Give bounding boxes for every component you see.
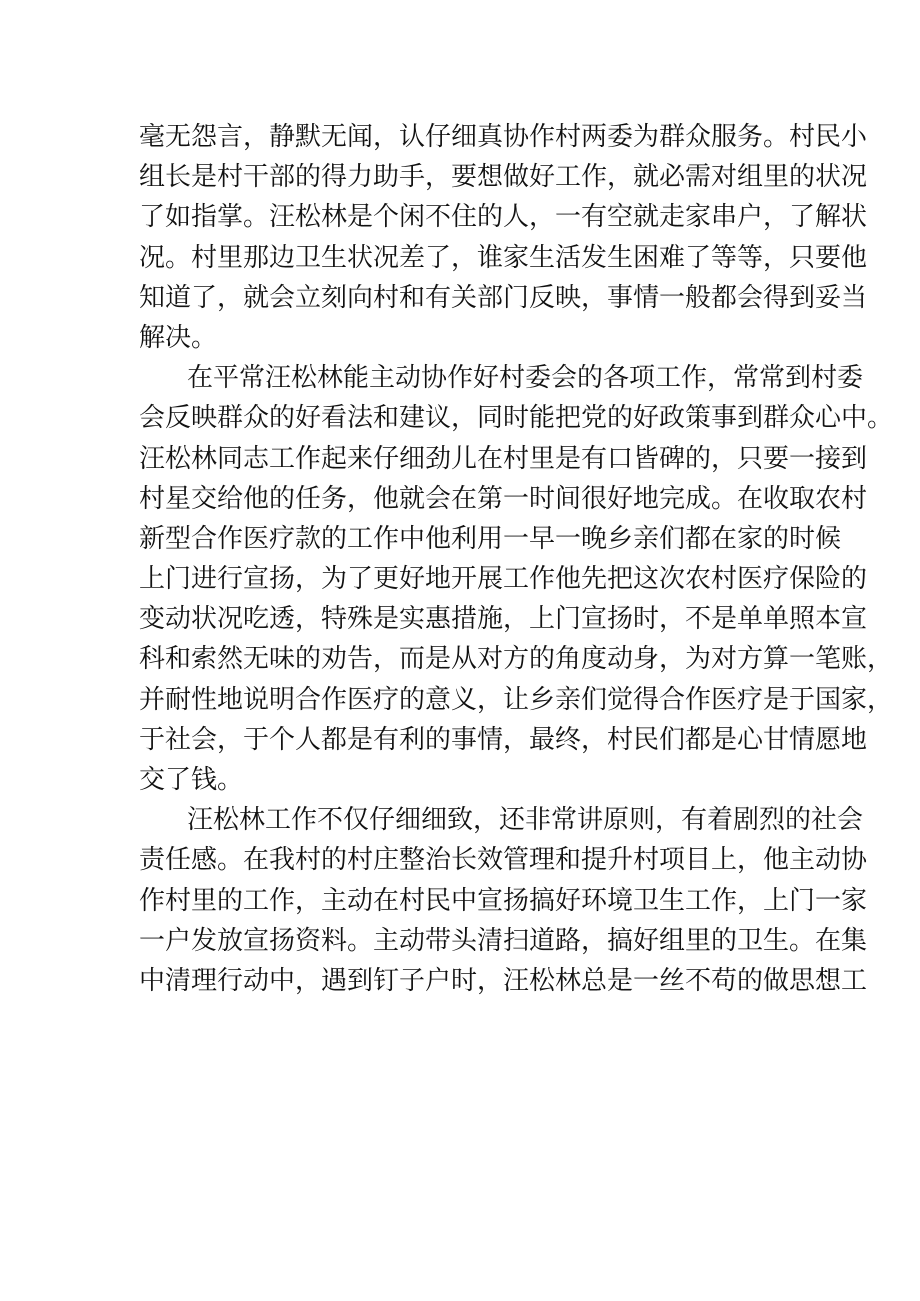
text-line: 况。村里那边卫生状况差了，谁家生活发生困难了等等，只要他 — [139, 242, 868, 273]
text-line: 一户发放宣扬资料。主动带头清扫道路，搞好组里的卫生。在集 — [139, 925, 868, 956]
text-line: 毫无怨言，静默无闻，认仔细真协作村两委为群众服务。村民小 — [139, 122, 868, 152]
text-line: 新型合作医疗款的工作中他利用一早一晚乡亲们都在家的时候 — [139, 523, 842, 554]
text-line: 于社会，于个人都是有利的事情，最终，村民们都是心甘情愿地 — [139, 724, 868, 755]
text-line: 了如指掌。汪松林是个闲不住的人，一有空就走家串户，了解状 — [139, 202, 868, 233]
text-line: 中清理行动中，遇到钉子户时，汪松林总是一丝不苟的做思想工 — [139, 965, 868, 996]
paragraph-first-line: 汪松林工作不仅仔细细致，还非常讲原则，有着剧烈的社会 — [187, 805, 864, 836]
text-line: 上门进行宣扬，为了更好地开展工作他先把这次农村医疗保险的 — [139, 564, 868, 595]
text-line: 村星交给他的任务，他就会在第一时间很好地完成。在收取农村 — [139, 483, 868, 514]
text-line: 科和索然无味的劝告，而是从对方的角度动身，为对方算一笔账， — [139, 644, 894, 675]
paragraph-first-line: 在平常汪松林能主动协作好村委会的各项工作，常常到村委 — [187, 363, 864, 394]
text-line: 并耐性地说明合作医疗的意义，让乡亲们觉得合作医疗是于国家， — [139, 684, 894, 715]
text-line: 交了钱。 — [139, 765, 244, 795]
text-line: 责任感。在我村的村庄整治长效管理和提升村项目上，他主动协 — [139, 845, 868, 876]
text-line: 解决。 — [139, 322, 218, 353]
text-line: 作村里的工作，主动在村民中宣扬搞好环境卫生工作，上门一家 — [139, 885, 868, 916]
body-text — [139, 117, 894, 1001]
text-line: 会反映群众的好看法和建议，同时能把党的好政策事到群众心中。 — [139, 403, 894, 434]
text-line: 汪松林同志工作起来仔细劲儿在村里是有口皆碑的，只要一接到 — [139, 443, 868, 474]
text-line: 变动状况吃透，特殊是实惠措施，上门宣扬时，不是单单照本宣 — [139, 604, 868, 635]
text-line: 组长是村干部的得力助手，要想做好工作，就必需对组里的状况 — [139, 162, 868, 193]
text-line: 知道了，就会立刻向村和有关部门反映，事情一般都会得到妥当 — [139, 282, 868, 313]
